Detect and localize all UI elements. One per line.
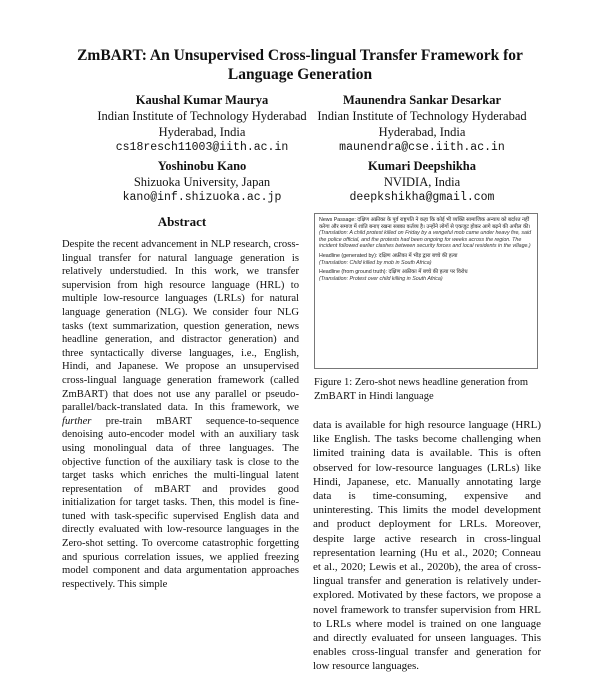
- figure-gt-hindi: दक्षिण अफ्रीका में बच्चे की हत्या पर विरोध: [388, 269, 468, 276]
- author-affiliation: NVIDIA, India: [383, 175, 461, 189]
- figure-gen-label: Headline (generated by):: [319, 252, 378, 259]
- author-name: Kaushal Kumar Maurya: [135, 93, 269, 107]
- author-email: kano@inf.shizuoka.ac.jp: [122, 191, 282, 204]
- figure-1-box: [314, 213, 538, 369]
- abstract-heading: Abstract: [157, 214, 207, 229]
- abstract-part-1: Despite the recent advancement in NLP research, cross-lingual transfer for natural language generation is relatively understudied. In this work, we transfer supervision from high resource language (HRL) to multiple low-resource languages (LRLs) for natural language generation (NLG). We consider four NLG tasks (text summarization, question generation, news headline generation, and distractor generation) and three syntactically diverse languages, i.e., English, Hindi, and Japanese. We propose an unsupervised cross-lingual language generation framework (called ZmBART) that does not use any parallel or pseudo-parallel/back-translated data. In this framework, we: [62, 239, 299, 414]
- figure-gt-translation: (Translation: Protest over child killing in South Africa): [319, 275, 443, 282]
- figure-generated-headline: [319, 253, 533, 266]
- author-affiliation: Indian Institute of Technology Hyderabad: [317, 109, 527, 123]
- author-block-4: [312, 158, 532, 206]
- author-name: Kumari Deepshikha: [367, 159, 476, 173]
- author-block-1: [92, 92, 312, 156]
- author-email: cs18resch11003@iith.ac.in: [115, 141, 289, 154]
- author-name: Maunendra Sankar Desarkar: [342, 93, 502, 107]
- figure-gen-translation: (Translation: Child killed by mob in South Africa): [319, 259, 432, 266]
- figure-news-label: News Passage:: [319, 217, 356, 223]
- figure-groundtruth-headline: [319, 269, 533, 282]
- author-email: deepkshikha@gmail.com: [349, 191, 495, 204]
- author-location: Hyderabad, India: [158, 125, 246, 139]
- author-name: Yoshinobu Kano: [157, 159, 247, 173]
- body-text: data is available for high resource language (HRL) like English. The tasks become challenging when limited training data is available. This is often observed for low-resource languages (LRLs) like Hindi, Japanese, etc. Manually annotating large data is time-consuming, expensive and uninteresting. This limits the model development and product deployment for LRLs. Moreover, despite large active research in cross-lingual representation learning (Hu et al., 2020; Conneau et al., 2020; Lewis et al., 2020b), the area of cross-lingual transfer and generation is relatively under-explored. Motivated by these factors, we propose a novel framework to transfer supervision from HRL to LRLs where model is trained on one language and directly evaluated for unseen languages. This enables cross-lingual transfer and generation for low resource languages.: [313, 419, 541, 673]
- author-affiliation: Indian Institute of Technology Hyderabad: [97, 109, 307, 123]
- author-block-3: [92, 158, 312, 206]
- author-affiliation: Shizuoka University, Japan: [133, 175, 271, 189]
- paper-title: ZmBART: An Unsupervised Cross-lingual Transfer Framework for Language Generation: [77, 47, 523, 83]
- author-email: maunendra@cse.iith.ac.in: [339, 141, 505, 154]
- abstract-part-2: pre-train mBART sequence-to-sequence denoising auto-encoder model with an auxiliary task using monolingual data of three languages. The objective function of the auxiliary task is close to the target tasks which enriches the multi-lingual latent representation of mBART and provides good initialization for target tasks. Then, this model is fine-tuned with task-specific supervised English data and directly evaluated with low-resource languages in the Zero-shot setting. To overcome catastrophic forgetting and spurious correlation issues, we applied freezing model component and data argumentation approaches respectively. This simple: [62, 415, 299, 590]
- author-location: Hyderabad, India: [378, 125, 466, 139]
- author-block-2: [312, 92, 532, 156]
- figure-gen-hindi: दक्षिण अफ्रीका में भीड़ द्वारा बच्चे की हत्या: [378, 252, 458, 259]
- abstract-text: [62, 238, 299, 591]
- figure-gt-label: Headline (from ground truth):: [319, 269, 388, 276]
- figure-news-translation: (Translation: A child protest killed on Friday by a vengeful mob came under heavy fire, said the police official, and the protests had been ongoing for weeks across the region. The incident followed earlier clashes between security forces and local residents in the village.): [319, 230, 532, 250]
- figure-news-passage: [319, 217, 533, 250]
- figure-caption: Figure 1: Zero-shot news headline generation from ZmBART in Hindi language: [314, 377, 529, 402]
- figure-news-hindi: दक्षिण अफ्रीका के पूर्व राष्ट्रपति ने कहा कि कोई भी व्यक्ति सामाजिक अन्याय को बर्दाश्त नहीं करेगा और समाज में शांति बनाए रखना सबका कर्तव्य है। उन्होंने लोगों से एकजुट होकर आगे बढ़ने की अपील की।: [319, 217, 531, 230]
- abstract-emphasis: further: [62, 415, 92, 427]
